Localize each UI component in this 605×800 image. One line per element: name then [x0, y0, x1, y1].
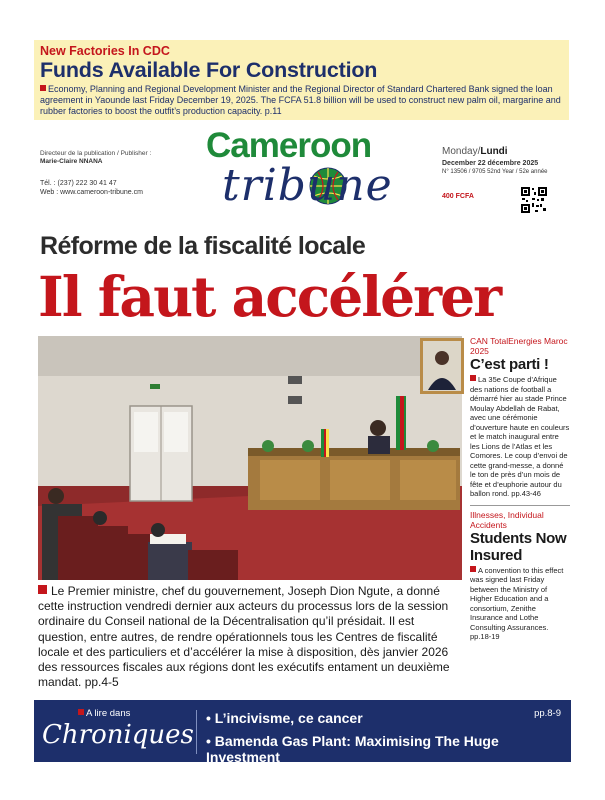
sidebar-title[interactable]: Students Now Insured: [470, 529, 567, 564]
lead-text: Le Premier ministre, chef du gouvernement, Joseph Dion Ngute, a donné cette instruction vendredi dernier aux acteurs du processus lors de la session ordinaire du Conseil national de la Décentralisation qu’il présidait. Il est question, entre autres, de rendre opérationnels tous les Centres de fiscalité locale et des particuliers et d’accélérer la mise à disposition, dès janvier 2026 des ressources fiscales aux régions dont les exécutifs entament un deuxième mandat. pp.4-5: [38, 584, 450, 690]
sidebar-story-can[interactable]: [470, 336, 570, 499]
council-session-image: [38, 336, 462, 580]
sidebar-story-insurance[interactable]: [470, 510, 570, 642]
day-fr: Lundi: [480, 146, 508, 157]
sidebar-kicker: CAN TotalEnergies Maroc 2025: [470, 336, 568, 356]
chroniques-alire: A lire dans: [86, 708, 131, 719]
bullet-icon: [470, 566, 476, 572]
bullet-icon: [38, 585, 47, 594]
logo-tribune: tribune: [222, 160, 393, 211]
chroniques-item-2[interactable]: • Bamenda Gas Plant: Maximising The Huge Investment: [206, 733, 499, 765]
website[interactable]: Web : www.cameroon-tribune.cm: [40, 189, 143, 196]
president-portrait: [420, 338, 464, 394]
bullet-icon: [78, 709, 84, 715]
sidebar-kicker: Illnesses, Individual Accidents: [470, 509, 544, 530]
day-en: Monday/: [442, 146, 481, 157]
sidebar: [470, 336, 570, 666]
phone-number: Tél. : (237) 222 30 41 47: [40, 180, 117, 187]
top-banner[interactable]: [34, 40, 569, 120]
newspaper-logo[interactable]: [204, 126, 404, 222]
publisher-label: Directeur de la publication / Publisher :: [40, 150, 152, 157]
chroniques-pages: pp.8-9: [534, 708, 561, 719]
sidebar-body: [470, 566, 570, 642]
main-photo[interactable]: [38, 336, 462, 580]
publisher-info: [40, 150, 151, 166]
day-label: [442, 146, 562, 157]
issue-date: December 22 décembre 2025: [442, 160, 539, 167]
sidebar-title[interactable]: C’est parti !: [470, 356, 549, 373]
publisher-name: Marie-Claire NNANA: [40, 158, 103, 165]
band-separator: [196, 710, 197, 754]
contact-info: [40, 179, 143, 197]
chroniques-item-1-text: L’incivisme, ce cancer: [214, 710, 363, 726]
chroniques-item-1[interactable]: • L’incivisme, ce cancer: [206, 710, 363, 726]
sidebar-body-text: A convention to this effect was signed last Friday between the Ministry of Higher Education and a consortium, Zenithe Insurance and Lothe Consulting Assurances. pp.18-19: [470, 565, 564, 641]
logo-cameroon: Cameroon: [206, 126, 372, 165]
lead-paragraph: [38, 584, 464, 690]
qr-code-icon[interactable]: [520, 186, 548, 214]
masthead: [34, 124, 569, 224]
headline-kicker: Réforme de la fiscalité locale: [40, 232, 366, 260]
main-headline[interactable]: Il faut accélérer: [38, 264, 501, 329]
banner-body: [40, 84, 563, 117]
sidebar-divider: [470, 505, 570, 506]
bullet-icon: [470, 375, 476, 381]
bullet-icon: [40, 85, 46, 91]
price-label: 400 FCFA: [442, 193, 474, 200]
chroniques-intro: [78, 708, 130, 719]
sidebar-body: [470, 375, 570, 499]
banner-kicker: New Factories In CDC: [40, 44, 170, 58]
chroniques-item-2-text: Bamenda Gas Plant: Maximising The Huge Investment: [206, 733, 499, 765]
banner-title[interactable]: Funds Available For Construction: [40, 58, 378, 82]
issue-number: N° 13506 / 9705 52nd Year / 52e année: [442, 169, 548, 175]
chroniques-band[interactable]: [34, 700, 571, 765]
banner-body-text: Economy, Planning and Regional Development Minister and the Regional Director of Standard Chartered Bank signed the loan agreement in Yaounde last Friday December 19, 2025. The FCFA 51.8 billion will be used to construct new palm oil, margarine and rubber factories to boost the outfit’s production capacity. p.11: [40, 84, 561, 116]
chroniques-title: Chroniques: [42, 720, 194, 750]
sidebar-body-text: La 35e Coupe d’Afrique des nations de football a démarré hier au stade Prince Moulay Abdellah de Rabat, avec une cérémonie d’ouverture haute en couleurs et le match inaugural entre les Lions de l’Atlas et les Comores. Le coup d’envoi de cette grand-messe, a donné le ton de près d’un mois de fête et d’euphorie autour du ballon rond. pp.43-46: [470, 375, 570, 498]
